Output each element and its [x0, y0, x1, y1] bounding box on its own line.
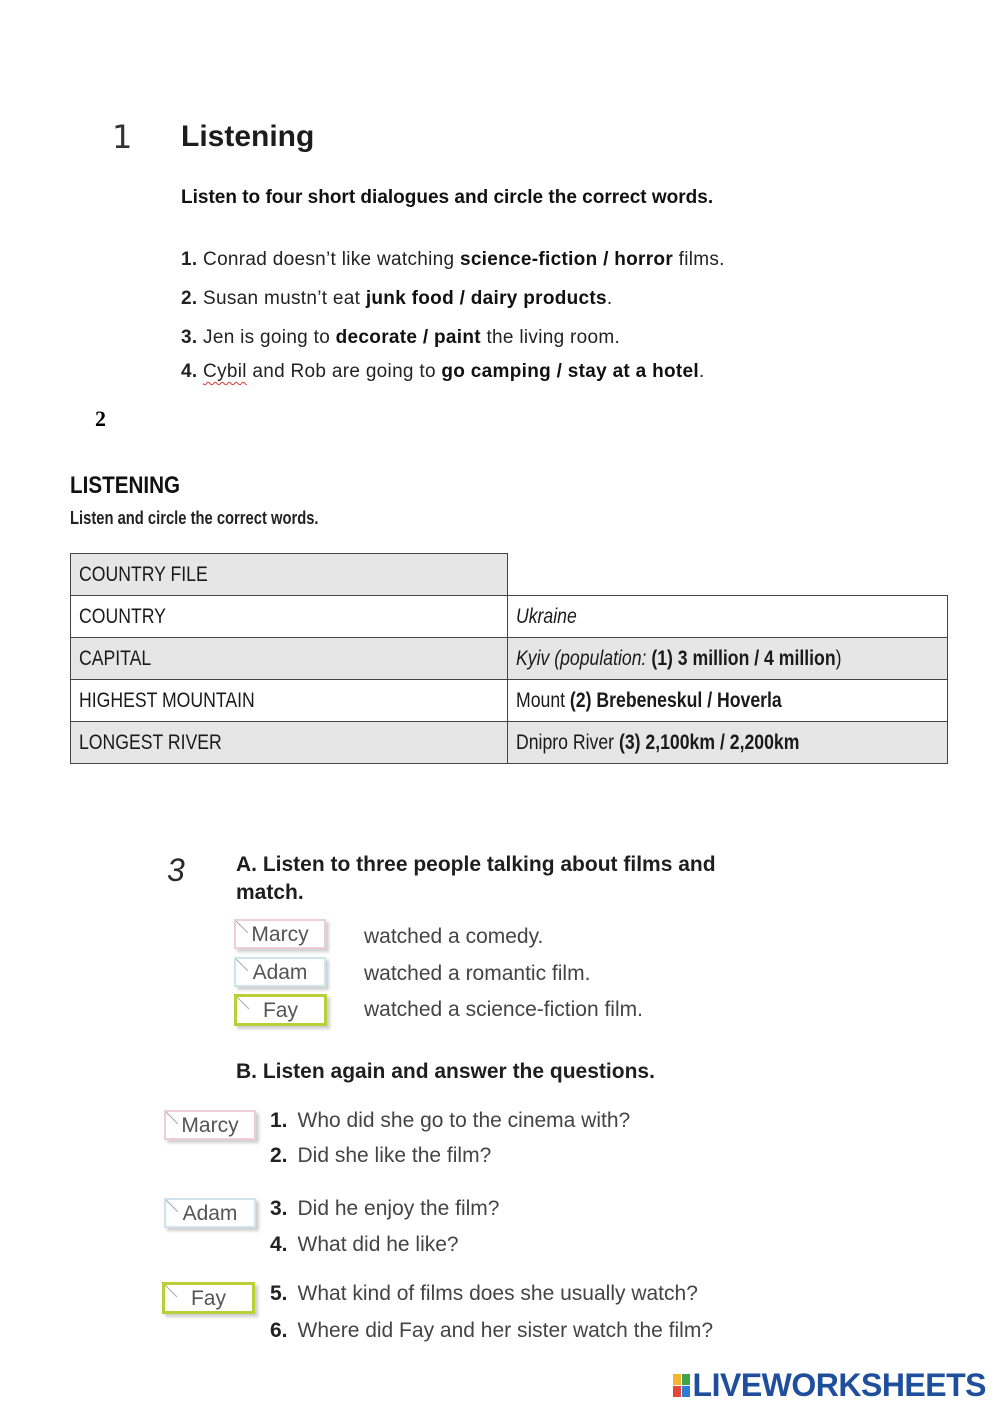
- label-adam: Adam: [164, 1198, 256, 1228]
- match-option-2: watched a romantic film.: [364, 962, 591, 985]
- item-number: 1.: [181, 249, 198, 270]
- section-1-instruction: Listen to four short dialogues and circle the correct words.: [181, 187, 714, 208]
- dialogue-item-3: [181, 327, 620, 349]
- empty-cell: [508, 554, 948, 596]
- row-value: Ukraine: [508, 596, 948, 638]
- section-2-marker: 2: [95, 406, 106, 431]
- label-fay: Fay: [162, 1282, 255, 1314]
- item-text: Jen is going to: [203, 327, 336, 348]
- part-b-instruction: B. Listen again and answer the questions.: [236, 1060, 655, 1083]
- dialogue-item-2: [181, 288, 613, 310]
- section-3-number: 3: [167, 852, 185, 888]
- answer-options: 3 million / 4 million: [677, 646, 836, 670]
- section-2-instruction: Listen and circle the correct words.: [70, 508, 319, 528]
- table-row: [71, 554, 948, 596]
- section-1-number: 1: [112, 118, 133, 156]
- item-text-end: .: [606, 288, 613, 309]
- item-options: decorate / paint: [335, 327, 481, 348]
- row-label: HIGHEST MOUNTAIN: [71, 680, 508, 722]
- question-2: 2. Did she like the film?: [270, 1144, 492, 1167]
- section-2-title: LISTENING: [70, 472, 181, 499]
- item-options: go camping / stay at a hotel: [441, 361, 699, 382]
- drag-name-adam[interactable]: Adam: [234, 957, 326, 987]
- country-file-table: [70, 553, 948, 764]
- section-1-title: Listening: [181, 120, 315, 153]
- item-number: 4.: [181, 361, 198, 382]
- table-header-cell: COUNTRY FILE: [71, 554, 508, 596]
- logo-text: LIVEWORKSHEETS: [692, 1367, 986, 1403]
- table-row: [71, 638, 948, 680]
- item-text-end: .: [698, 361, 705, 382]
- drag-corner-icon: [236, 959, 248, 971]
- table-row: [71, 680, 948, 722]
- dialogue-item-1: [181, 249, 725, 271]
- dialogue-item-4: [181, 361, 705, 383]
- row-label: COUNTRY: [71, 596, 508, 638]
- item-number: 3.: [181, 327, 198, 348]
- item-text: and Rob are going to: [246, 361, 442, 382]
- row-value: Dnipro River (3) 2,100km / 2,200km: [508, 722, 948, 764]
- drag-name-marcy[interactable]: Marcy: [234, 919, 326, 949]
- label-marcy: Marcy: [164, 1110, 256, 1140]
- match-option-1: watched a comedy.: [364, 925, 544, 948]
- item-number: 2.: [181, 288, 198, 309]
- drag-name-fay[interactable]: Fay: [234, 994, 327, 1026]
- question-4: 4. What did he like?: [270, 1233, 459, 1256]
- table-row: [71, 596, 948, 638]
- part-a-instruction: A. Listen to three people talking about films and match.: [236, 853, 716, 904]
- item-text: Susan mustn’t eat: [203, 288, 366, 309]
- corner-icon: [166, 1112, 178, 1124]
- question-3: 3. Did he enjoy the film?: [270, 1197, 500, 1220]
- item-text-end: the living room.: [480, 327, 621, 348]
- liveworksheets-logo: [673, 1367, 986, 1404]
- item-options: science-fiction / horror: [459, 249, 674, 270]
- item-options: junk food / dairy products: [365, 288, 607, 309]
- drag-corner-icon: [236, 921, 248, 933]
- question-5: 5. What kind of films does she usually watch?: [270, 1282, 698, 1305]
- item-text: Conrad doesn’t like watching: [203, 249, 460, 270]
- answer-options: Brebeneskul / Hoverla: [596, 688, 782, 712]
- item-text-end: films.: [673, 249, 725, 270]
- row-label: CAPITAL: [71, 638, 508, 680]
- logo-icon: [673, 1374, 691, 1398]
- row-value: Mount (2) Brebeneskul / Hoverla: [508, 680, 948, 722]
- row-value: Kyiv (population: (1) 3 million / 4 million): [508, 638, 948, 680]
- item-name: Cybil: [203, 361, 247, 382]
- table-row: [71, 722, 948, 764]
- question-6: 6. Where did Fay and her sister watch the film?: [270, 1319, 714, 1342]
- drag-corner-icon: [237, 997, 249, 1009]
- match-option-3: watched a science-fiction film.: [364, 998, 643, 1021]
- corner-icon: [166, 1200, 178, 1212]
- question-1: 1. Who did she go to the cinema with?: [270, 1109, 631, 1132]
- row-label: LONGEST RIVER: [71, 722, 508, 764]
- answer-options: 2,100km / 2,200km: [645, 730, 800, 754]
- corner-icon: [165, 1285, 177, 1297]
